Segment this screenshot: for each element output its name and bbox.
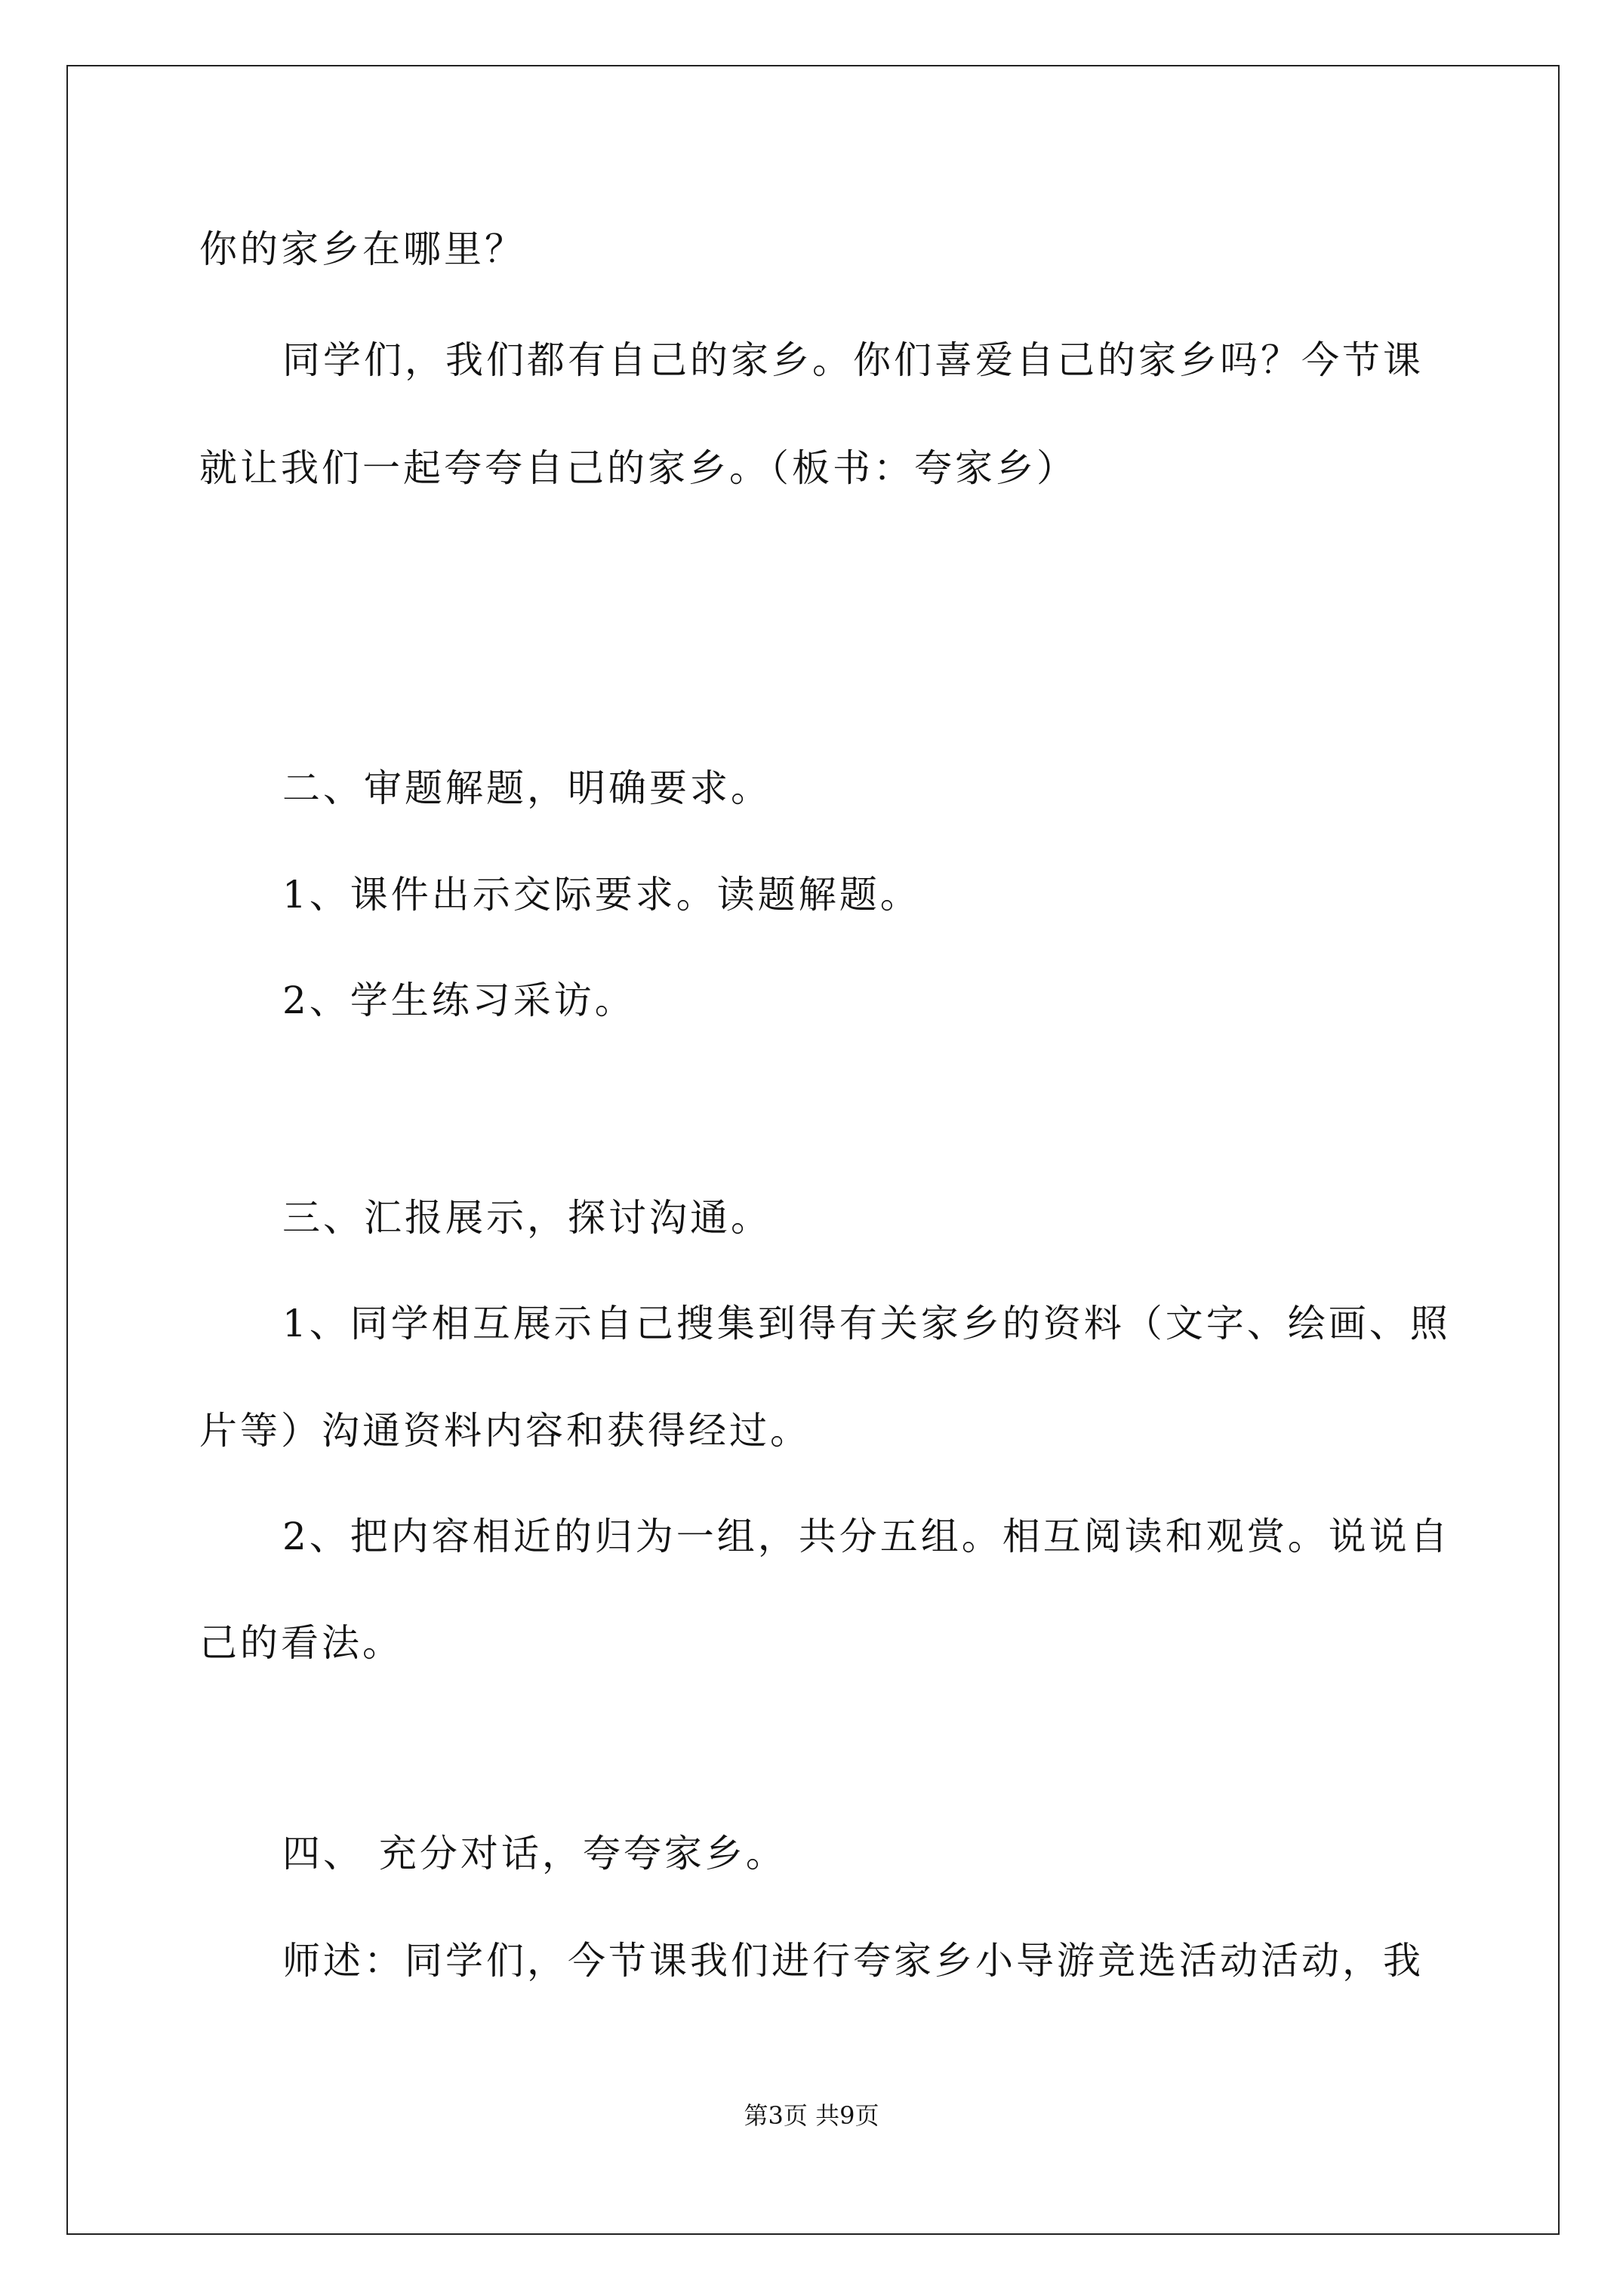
text-line-3: 就让我们一起夸夸自己的家乡。（板书：夸家乡）	[199, 446, 1077, 490]
text-line-2: 同学们，我们都有自己的家乡。你们喜爱自己的家乡吗？今节课	[282, 338, 1424, 382]
section-heading-3: 三、汇报展示，探讨沟通。	[282, 1196, 771, 1240]
text-line-8: 1、同学相互展示自己搜集到得有关家乡的资料（文字、绘画、照	[282, 1302, 1451, 1345]
text-line-5: 1、课件出示交际要求。读题解题。	[282, 873, 921, 917]
text-line-11: 己的看法。	[199, 1621, 403, 1665]
text-line-9: 片等）沟通资料内容和获得经过。	[199, 1409, 811, 1453]
section-heading-2: 二、审题解题，明确要求。	[282, 766, 771, 810]
section-heading-4: 四、 充分对话，夸夸家乡。	[282, 1832, 787, 1875]
text-line-1: 你的家乡在哪里？	[199, 227, 525, 271]
text-line-6: 2、学生练习采访。	[282, 978, 636, 1022]
text-line-13: 师述：同学们，今节课我们进行夸家乡小导游竞选活动活动，我	[282, 1939, 1424, 1983]
text-line-10: 2、把内容相近的归为一组，共分五组。相互阅读和观赏。说说自	[282, 1515, 1451, 1558]
page-number-footer: 第3页 共9页	[744, 2101, 879, 2130]
page-border	[66, 65, 1560, 2235]
